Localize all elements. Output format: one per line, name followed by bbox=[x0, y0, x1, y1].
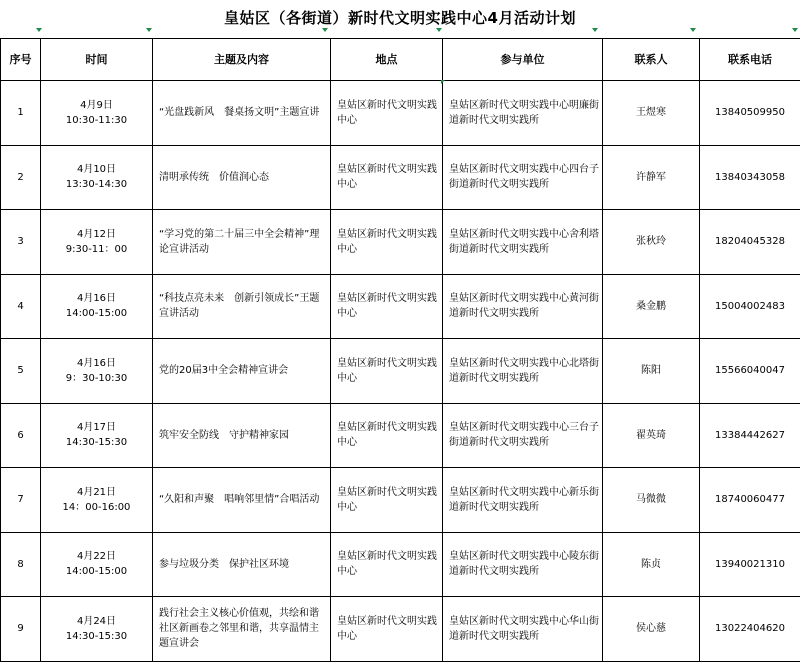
cell-location[interactable] bbox=[331, 81, 443, 146]
cell-contact-text: 桑金鹏 bbox=[636, 301, 666, 312]
filter-dropdown-icon[interactable] bbox=[792, 28, 798, 32]
cell-location-text: 皇姑区新时代文明实践中心 bbox=[337, 164, 437, 190]
cell-contact[interactable] bbox=[603, 210, 700, 275]
cell-time-text: 4月22日 bbox=[77, 551, 116, 562]
cell-topic-text: “光盘践新风 餐桌扬文明”主题宣讲 bbox=[159, 107, 319, 118]
cell-seq-text: 1 bbox=[17, 107, 23, 118]
cell-unit-text: 皇姑区新时代文明实践中心新乐街道新时代文明实践所 bbox=[449, 487, 599, 513]
cell-location[interactable] bbox=[331, 532, 443, 597]
filter-dropdown-icon[interactable] bbox=[592, 28, 598, 32]
cell-time-text: 14:30-15:30 bbox=[66, 437, 127, 448]
cell-unit[interactable] bbox=[443, 339, 603, 404]
header-phone[interactable]: 联系电话 bbox=[700, 39, 800, 81]
cell-seq[interactable] bbox=[1, 339, 41, 404]
cell-location[interactable] bbox=[331, 339, 443, 404]
cell-location-text: 皇姑区新时代文明实践中心 bbox=[337, 487, 437, 513]
cell-seq-text: 8 bbox=[17, 559, 23, 570]
cell-seq-text: 2 bbox=[17, 172, 23, 183]
cell-location-text: 皇姑区新时代文明实践中心 bbox=[337, 229, 437, 255]
cell-time-text: 13:30-14:30 bbox=[66, 179, 127, 190]
cell-topic[interactable] bbox=[153, 532, 331, 597]
cell-time-text: 4月21日 bbox=[77, 487, 116, 498]
filter-dropdown-icon[interactable] bbox=[690, 28, 696, 32]
cell-contact[interactable] bbox=[603, 532, 700, 597]
cell-location[interactable] bbox=[331, 597, 443, 662]
cell-time-text: 14:30-15:30 bbox=[66, 631, 127, 642]
cell-phone[interactable] bbox=[700, 403, 800, 468]
cell-topic[interactable] bbox=[153, 81, 331, 146]
cell-time-text: 14:00-15:00 bbox=[66, 308, 127, 319]
cell-contact[interactable] bbox=[603, 468, 700, 533]
header-topic[interactable]: 主题及内容 bbox=[153, 39, 331, 81]
cell-topic-text: 参与垃圾分类 保护社区环境 bbox=[159, 559, 289, 570]
cell-topic-text: 党的20届3中全会精神宣讲会 bbox=[159, 365, 288, 376]
cell-phone[interactable] bbox=[700, 532, 800, 597]
cell-time[interactable] bbox=[41, 81, 153, 146]
cell-time[interactable] bbox=[41, 532, 153, 597]
cell-seq[interactable] bbox=[1, 274, 41, 339]
cell-time[interactable] bbox=[41, 274, 153, 339]
table-row bbox=[1, 145, 800, 210]
cell-time-text: 4月24日 bbox=[77, 616, 116, 627]
cell-contact[interactable] bbox=[603, 597, 700, 662]
cell-time-text: 4月16日 bbox=[77, 358, 116, 369]
table-row bbox=[1, 403, 800, 468]
filter-dropdown-icon[interactable] bbox=[36, 28, 42, 32]
cell-location-text: 皇姑区新时代文明实践中心 bbox=[337, 422, 437, 448]
cell-seq-text: 5 bbox=[17, 365, 23, 376]
comment-marker bbox=[441, 80, 445, 84]
cell-location[interactable] bbox=[331, 145, 443, 210]
cell-location-text: 皇姑区新时代文明实践中心 bbox=[337, 100, 437, 126]
title-row bbox=[0, 0, 800, 39]
cell-time-text: 4月12日 bbox=[77, 229, 116, 240]
cell-topic[interactable] bbox=[153, 339, 331, 404]
cell-topic-text: “久阳和声聚 唱响邻里情”合唱活动 bbox=[159, 494, 319, 505]
header-time[interactable]: 时间 bbox=[41, 39, 153, 81]
cell-unit[interactable] bbox=[443, 597, 603, 662]
cell-seq[interactable] bbox=[1, 81, 41, 146]
cell-seq[interactable] bbox=[1, 468, 41, 533]
cell-unit-text: 皇姑区新时代文明实践中心黄河街道新时代文明实践所 bbox=[449, 293, 599, 319]
table-row bbox=[1, 274, 800, 339]
cell-phone-text: 13384442627 bbox=[715, 430, 785, 441]
table-header-row bbox=[1, 39, 800, 81]
cell-unit-text: 皇姑区新时代文明实践中心陵东街道新时代文明实践所 bbox=[449, 551, 599, 577]
cell-unit[interactable] bbox=[443, 403, 603, 468]
cell-time-text: 9:30-11：00 bbox=[66, 244, 128, 255]
cell-contact-text: 许静军 bbox=[636, 172, 666, 183]
cell-seq[interactable] bbox=[1, 210, 41, 275]
cell-phone-text: 15566040047 bbox=[715, 365, 785, 376]
cell-phone[interactable] bbox=[700, 468, 800, 533]
cell-unit[interactable] bbox=[443, 210, 603, 275]
cell-time[interactable] bbox=[41, 597, 153, 662]
cell-time-text: 9：30-10:30 bbox=[66, 373, 128, 384]
cell-phone[interactable] bbox=[700, 597, 800, 662]
cell-phone-text: 13840509950 bbox=[715, 107, 785, 118]
header-unit[interactable]: 参与单位 bbox=[443, 39, 603, 81]
cell-phone-text: 15004002483 bbox=[715, 301, 785, 312]
cell-seq[interactable] bbox=[1, 532, 41, 597]
cell-seq-text: 9 bbox=[17, 623, 23, 634]
filter-dropdown-icon[interactable] bbox=[146, 28, 152, 32]
cell-topic[interactable] bbox=[153, 210, 331, 275]
cell-location-text: 皇姑区新时代文明实践中心 bbox=[337, 293, 437, 319]
cell-location-text: 皇姑区新时代文明实践中心 bbox=[337, 551, 437, 577]
table-row bbox=[1, 468, 800, 533]
cell-topic-text: “科技点亮未来 创新引领成长”王题宣讲活动 bbox=[159, 293, 319, 319]
cell-time[interactable] bbox=[41, 145, 153, 210]
cell-phone[interactable] bbox=[700, 274, 800, 339]
cell-contact[interactable] bbox=[603, 81, 700, 146]
cell-seq-text: 7 bbox=[17, 494, 23, 505]
cell-contact-text: 陈阳 bbox=[641, 365, 661, 376]
cell-time-text: 4月16日 bbox=[77, 293, 116, 304]
cell-unit[interactable] bbox=[443, 274, 603, 339]
cell-unit[interactable] bbox=[443, 145, 603, 210]
cell-location[interactable] bbox=[331, 210, 443, 275]
cell-topic[interactable] bbox=[153, 597, 331, 662]
cell-topic-text: 清明承传统 价值润心态 bbox=[159, 172, 269, 183]
cell-contact[interactable] bbox=[603, 145, 700, 210]
cell-time-text: 14:00-15:00 bbox=[66, 566, 127, 577]
cell-time[interactable] bbox=[41, 210, 153, 275]
cell-contact[interactable] bbox=[603, 274, 700, 339]
cell-contact[interactable] bbox=[603, 339, 700, 404]
cell-unit[interactable] bbox=[443, 532, 603, 597]
table-row bbox=[1, 339, 800, 404]
cell-time[interactable] bbox=[41, 403, 153, 468]
table-row bbox=[1, 210, 800, 275]
cell-time[interactable] bbox=[41, 468, 153, 533]
cell-contact-text: 翟英琦 bbox=[636, 430, 666, 441]
cell-unit[interactable] bbox=[443, 81, 603, 146]
cell-time-text: 4月17日 bbox=[77, 422, 116, 433]
cell-contact-text: 王煜寒 bbox=[636, 107, 666, 118]
cell-topic[interactable] bbox=[153, 145, 331, 210]
cell-phone[interactable] bbox=[700, 81, 800, 146]
cell-seq[interactable] bbox=[1, 597, 41, 662]
cell-phone-text: 13022404620 bbox=[715, 623, 785, 634]
cell-contact-text: 侯心慈 bbox=[636, 623, 666, 634]
cell-contact-text: 陈贞 bbox=[641, 559, 661, 570]
cell-contact-text: 马微微 bbox=[636, 494, 666, 505]
cell-seq-text: 3 bbox=[17, 236, 23, 247]
cell-unit[interactable] bbox=[443, 468, 603, 533]
cell-topic[interactable] bbox=[153, 468, 331, 533]
cell-topic-text: 筑牢安全防线 守护精神家园 bbox=[159, 430, 289, 441]
header-seq[interactable]: 序号 bbox=[1, 39, 41, 81]
cell-location[interactable] bbox=[331, 468, 443, 533]
activity-table bbox=[0, 38, 800, 662]
cell-unit-text: 皇姑区新时代文明实践中心北塔街道新时代文明实践所 bbox=[449, 358, 599, 384]
cell-seq-text: 4 bbox=[17, 301, 23, 312]
cell-seq[interactable] bbox=[1, 403, 41, 468]
header-contact[interactable]: 联系人 bbox=[603, 39, 700, 81]
cell-time-text: 4月10日 bbox=[77, 164, 116, 175]
header-location[interactable]: 地点 bbox=[331, 39, 443, 81]
cell-phone[interactable] bbox=[700, 210, 800, 275]
cell-topic[interactable] bbox=[153, 403, 331, 468]
cell-unit-text: 皇姑区新时代文明实践中心舍利塔街道新时代文明实践所 bbox=[449, 229, 599, 255]
filter-dropdown-icon[interactable] bbox=[436, 28, 442, 32]
cell-location-text: 皇姑区新时代文明实践中心 bbox=[337, 616, 437, 642]
cell-topic-text: “学习党的第二十届三中全会精神”理论宣讲活动 bbox=[159, 229, 319, 255]
cell-time[interactable] bbox=[41, 339, 153, 404]
table-row bbox=[1, 532, 800, 597]
cell-unit-text: 皇姑区新时代文明实践中心华山街道新时代文明实践所 bbox=[449, 616, 599, 642]
cell-contact[interactable] bbox=[603, 403, 700, 468]
cell-unit-text: 皇姑区新时代文明实践中心三台子街道新时代文明实践所 bbox=[449, 422, 599, 448]
page-title: 皇姑区（各街道）新时代文明实践中心4月活动计划 bbox=[0, 7, 800, 28]
cell-phone-text: 13940021310 bbox=[715, 559, 785, 570]
table-row bbox=[1, 597, 800, 662]
cell-contact-text: 张秋玲 bbox=[636, 236, 666, 247]
cell-time-text: 10:30-11:30 bbox=[66, 115, 127, 126]
cell-unit-text: 皇姑区新时代文明实践中心明廉街道新时代文明实践所 bbox=[449, 100, 599, 126]
cell-phone-text: 18740060477 bbox=[715, 494, 785, 505]
cell-unit-text: 皇姑区新时代文明实践中心四台子街道新时代文明实践所 bbox=[449, 164, 599, 190]
cell-time-text: 4月9日 bbox=[80, 100, 113, 111]
cell-seq[interactable] bbox=[1, 145, 41, 210]
cell-phone-text: 13840343058 bbox=[715, 172, 785, 183]
cell-location[interactable] bbox=[331, 274, 443, 339]
cell-time-text: 14：00-16:00 bbox=[63, 502, 131, 513]
filter-dropdown-icon[interactable] bbox=[322, 28, 328, 32]
cell-phone-text: 18204045328 bbox=[715, 236, 785, 247]
cell-phone[interactable] bbox=[700, 339, 800, 404]
cell-topic[interactable] bbox=[153, 274, 331, 339]
table-row bbox=[1, 81, 800, 146]
cell-seq-text: 6 bbox=[17, 430, 23, 441]
cell-topic-text: 践行社会主义核心价值观，共绘和谐社区新画卷之邻里和谐，共享温情主题宣讲会 bbox=[159, 608, 319, 649]
cell-location-text: 皇姑区新时代文明实践中心 bbox=[337, 358, 437, 384]
cell-location[interactable] bbox=[331, 403, 443, 468]
cell-phone[interactable] bbox=[700, 145, 800, 210]
